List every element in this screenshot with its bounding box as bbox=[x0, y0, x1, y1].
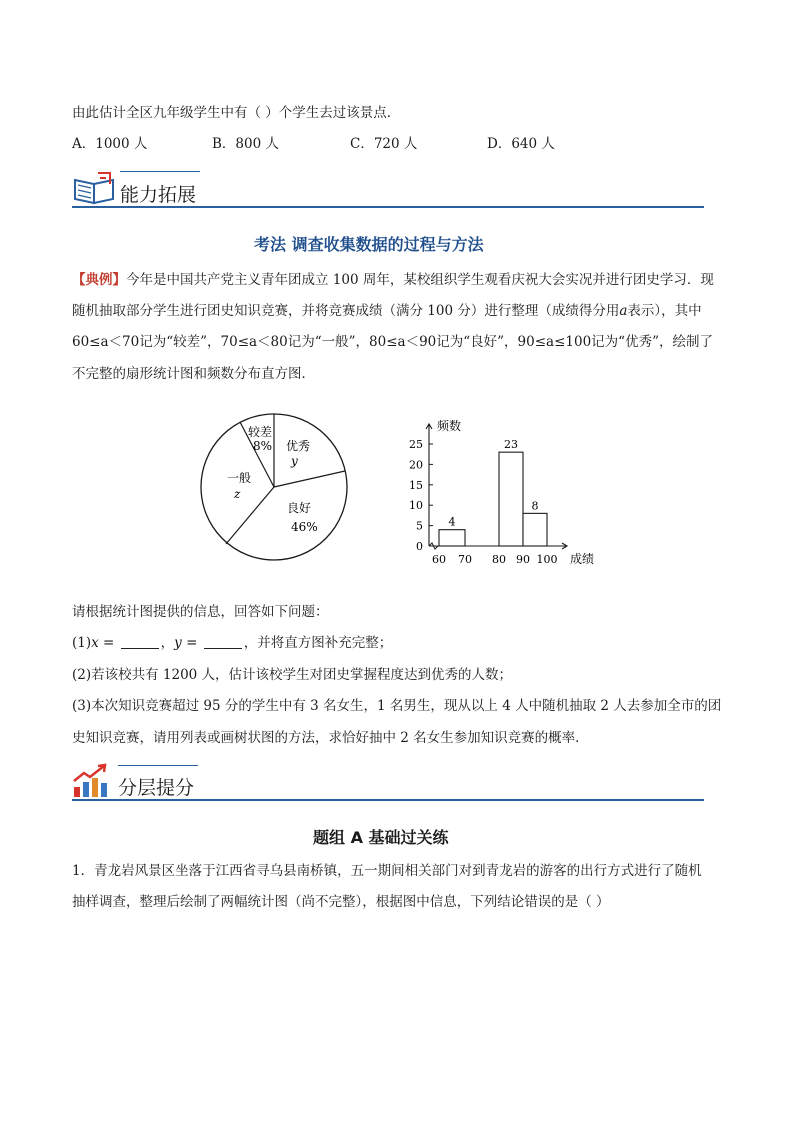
growth-chart-icon bbox=[72, 763, 112, 799]
group-title: 题组 A 基础过关练 bbox=[313, 828, 449, 847]
section-title-2: 分层提分 bbox=[118, 777, 195, 799]
problem-1-line-1: 1．青龙岩风景区坐落于江西省寻乌县南桥镇，五一期间相关部门对到青龙岩的游客的出行方式进行了随机 bbox=[72, 863, 702, 879]
y-tick-label: 15 bbox=[409, 478, 423, 492]
question-2: (2)若该校共有 1200 人，估计该校学生对团史掌握程度达到优秀的人数； bbox=[72, 667, 513, 683]
problem-1-line-2: 抽样调查，整理后绘制了两幅统计图（尚不完整），根据图中信息，下列结论错误的是（ ） bbox=[72, 894, 610, 910]
answer-blank-y[interactable] bbox=[204, 634, 242, 649]
header-underline-1 bbox=[72, 206, 704, 208]
option-a: A．1000 人 bbox=[72, 136, 148, 152]
y-tick-label: 0 bbox=[416, 540, 423, 553]
pie-value-excellent: y bbox=[291, 454, 298, 468]
q1-rest: ，并将直方图补充完整； bbox=[243, 635, 393, 651]
header-top-rule bbox=[120, 171, 200, 173]
book-icon bbox=[72, 170, 118, 206]
histogram-bar bbox=[499, 452, 523, 546]
example-tag: 【典例】 bbox=[72, 272, 126, 288]
histogram-xlabel: 成绩 bbox=[570, 552, 595, 566]
header-top-rule-2 bbox=[118, 765, 198, 767]
y-tick-label: 10 bbox=[409, 499, 423, 513]
q1-equals-1: = bbox=[98, 635, 119, 651]
pie-label-poor: 较差 bbox=[248, 425, 273, 439]
histogram-bar bbox=[439, 530, 465, 546]
pie-value-good: 46% bbox=[291, 520, 318, 534]
histogram-ylabel: 频数 bbox=[437, 419, 462, 433]
pie-value-fair: z bbox=[234, 487, 241, 501]
paragraph-line-4: 不完整的扇形统计图和频数分布直方图． bbox=[72, 366, 315, 382]
pie-label-excellent: 优秀 bbox=[286, 439, 311, 453]
x-tick-label: 80 bbox=[492, 553, 506, 566]
pie-label-good: 良好 bbox=[287, 501, 312, 515]
intro-line: 由此估计全区九年级学生中有（ ）个学生去过该景点． bbox=[72, 105, 401, 121]
pie-label-fair: 一般 bbox=[227, 471, 252, 485]
histogram-bar bbox=[523, 513, 547, 546]
bar-value-label: 23 bbox=[504, 438, 518, 452]
question-intro: 请根据统计图提供的信息，回答如下问题： bbox=[72, 604, 329, 620]
q1-number: (1) bbox=[72, 635, 92, 651]
histogram bbox=[395, 410, 615, 570]
x-tick-label: 90 bbox=[516, 553, 530, 566]
y-tick-label: 20 bbox=[409, 458, 423, 472]
paragraph-line-2-end: 表示），其中 bbox=[627, 303, 702, 319]
x-tick-label: 100 bbox=[536, 553, 558, 566]
x-tick-label: 60 bbox=[432, 553, 446, 566]
method-title: 考法 调查收集数据的过程与方法 bbox=[254, 235, 484, 254]
y-tick-label: 5 bbox=[416, 519, 423, 533]
answer-blank-x[interactable] bbox=[121, 634, 159, 649]
question-3-line-1: (3)本次知识竞赛超过 95 分的学生中有 3 名女生，1 名男生，现从以上 4 人中随机抽取 2 人去参加全市的团 bbox=[72, 698, 722, 714]
option-b: B．800 人 bbox=[212, 136, 279, 152]
section-title-1: 能力拓展 bbox=[120, 184, 197, 206]
bar-value-label: 8 bbox=[531, 499, 539, 513]
q1-separator: ， bbox=[160, 635, 175, 651]
x-tick-label: 70 bbox=[458, 553, 472, 566]
paragraph-line-2: 随机抽取部分学生进行团史知识竞赛，并将竞赛成绩（满分 100 分）进行整理（成绩得分用 bbox=[72, 303, 620, 319]
option-d: D．640 人 bbox=[487, 136, 555, 152]
question-3-line-2: 史知识竞赛，请用列表或画树状图的方法，求恰好抽中 2 名女生参加知识竞赛的概率． bbox=[72, 730, 589, 746]
q1-equals-2: = bbox=[181, 635, 202, 651]
pie-chart bbox=[195, 412, 360, 562]
y-tick-label: 25 bbox=[409, 438, 423, 451]
pie-value-poor: 8% bbox=[253, 439, 273, 453]
paragraph-line-3: 60≤a＜70记为“较差”，70≤a＜80记为“一般”，80≤a＜90记为“良好”，90≤a≤100记为“优秀”，绘制了 bbox=[72, 334, 713, 350]
header-underline-2 bbox=[72, 799, 704, 801]
option-c: C．720 人 bbox=[350, 136, 418, 152]
variable-a: a bbox=[619, 303, 628, 319]
bar-value-label: 4 bbox=[448, 515, 456, 529]
q1-var-y: y bbox=[174, 635, 182, 651]
paragraph-line-1: 今年是中国共产党主义青年团成立 100 周年，某校组织学生观看庆祝大会实况并进行团史学习．现 bbox=[126, 272, 714, 288]
q1-var-x: x bbox=[91, 635, 99, 651]
